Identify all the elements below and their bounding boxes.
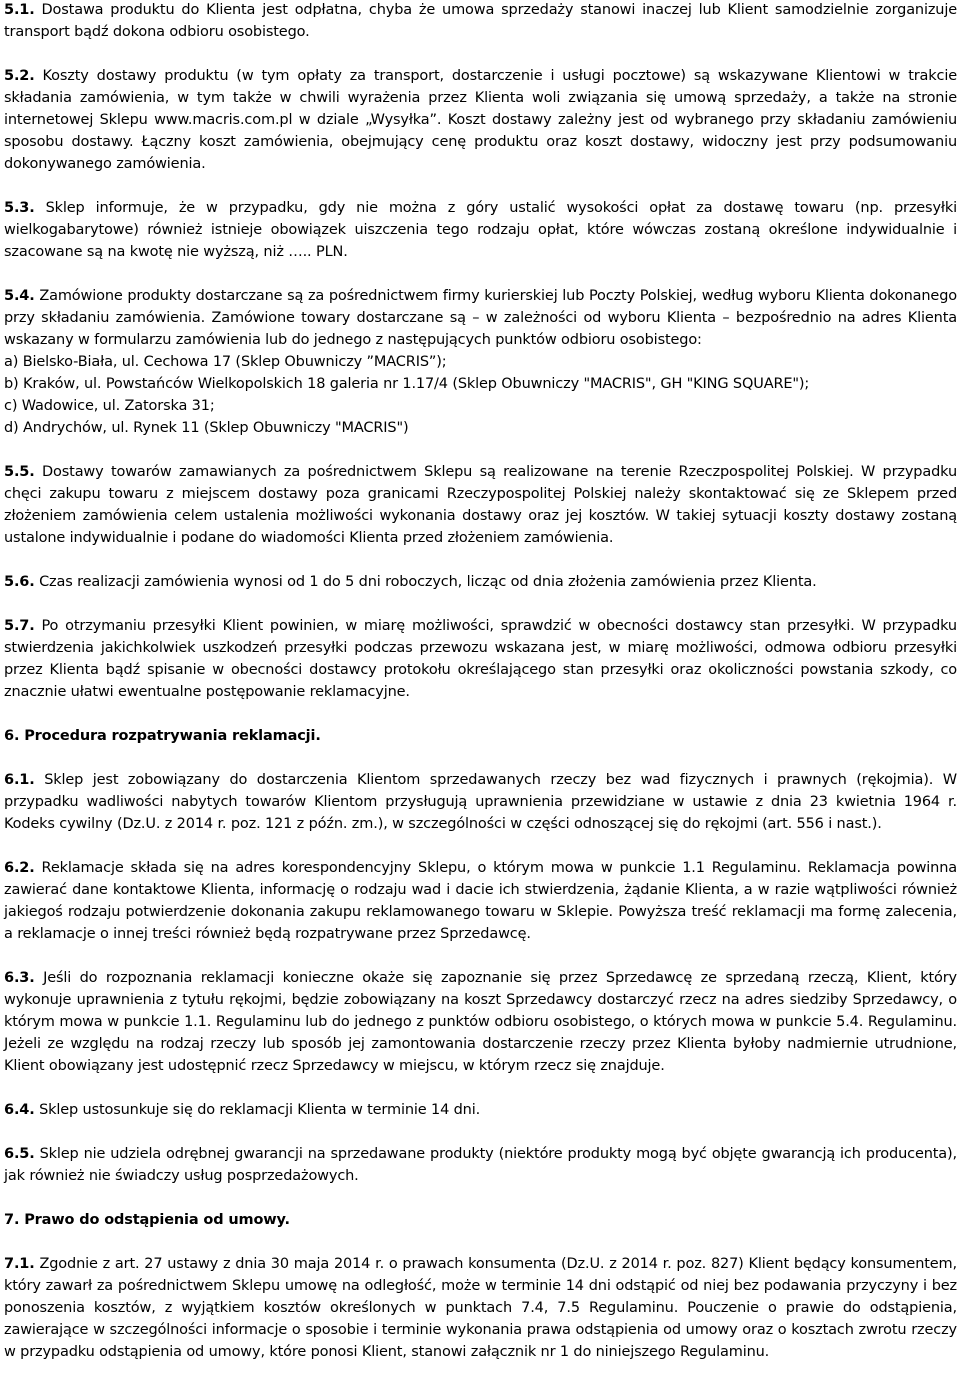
- paragraph-5-5: [4, 461, 957, 549]
- paragraph-6-2: [4, 857, 957, 945]
- paragraph-text: Sklep ustosunkuje się do reklamacji Klienta w terminie 14 dni.: [39, 1102, 481, 1118]
- paragraph-7-1: [4, 1253, 957, 1363]
- paragraph-text: Sklep jest zobowiązany do dostarczenia Klientom sprzedawanych rzeczy bez wad fizycznych i prawnych (rękojmia). W przypadku wadliwości nabytych towarów Klientom przysługują uprawnienia przewidziane w ustawie z dnia 23 kwietnia 1964 r. Kodeks cywilny (Dz.U. z 2014 r. poz. 121 z późn. zm.), w szczególności w części odnoszącej się do rękojmi (art. 556 i nast.).: [4, 772, 957, 832]
- paragraph-5-7: [4, 615, 957, 703]
- section-number: 6.3.: [4, 970, 35, 986]
- pickup-point-item: c) Wadowice, ul. Zatorska 31;: [4, 398, 215, 414]
- paragraph-5-1: [4, 0, 957, 43]
- section-number: 5.1.: [4, 2, 35, 18]
- paragraph-text: Koszty dostawy produktu (w tym opłaty za transport, dostarczenie i usługi pocztowe) są wskazywane Klientowi w trakcie składania zamówienia, w tym także w chwili wyrażenia przez Klienta woli związania się umową sprzedaży, a także na stronie internetowej Sklepu www.macris.com.pl w dziale „Wysyłka”. Koszt dostawy zależny jest od wybranego przy składaniu zamówieniu sposobu dostawy. Łączny koszt zamówienia, obejmujący cenę produktu oraz koszt dostawy, widoczny jest przy podsumowaniu dokonywanego zamówienia.: [4, 68, 957, 172]
- paragraph-5-4: [4, 285, 957, 439]
- paragraph-5-2: [4, 65, 957, 175]
- paragraph-text: Sklep informuje, że w przypadku, gdy nie można z góry ustalić wysokości opłat za dostawę towaru (np. przesyłki wielkogabarytowe) również istnieje obowiązek uiszczenia tego rodzaju opłat, które wówczas zostaną określone indywidualnie i szacowane są na kwotę nie wyższą, niż ….. PLN.: [4, 200, 957, 260]
- section-heading-7: 7. Prawo do odstąpienia od umowy.: [4, 1212, 290, 1228]
- pickup-point-item: d) Andrychów, ul. Rynek 11 (Sklep Obuwniczy "MACRIS"): [4, 420, 409, 436]
- paragraph-text: Dostawy towarów zamawianych za pośrednictwem Sklepu są realizowane na terenie Rzeczpospolitej Polskiej. W przypadku chęci zakupu towaru z miejscem dostawy poza granicami Rzeczypospolitej Polskiej należy skontaktować się ze Sklepem przed złożeniem zamówienia celem ustalenia możliwości wykonania dostawy oraz jej kosztów. W takiej sytuacji koszty dostawy zostaną ustalone indywidualnie i podane do wiadomości Klienta przed złożeniem zamówienia.: [4, 464, 957, 546]
- pickup-point-item: b) Kraków, ul. Powstańców Wielkopolskich 18 galeria nr 1.17/4 (Sklep Obuwniczy "MACRIS", GH "KING SQUARE");: [4, 376, 810, 392]
- paragraph-6-3: [4, 967, 957, 1077]
- paragraph-text: Reklamacje składa się na adres korespondencyjny Sklepu, o którym mowa w punkcie 1.1 Regulaminu. Reklamacja powinna zawierać dane kontaktowe Klienta, informację o rodzaju wad i dacie ich stwierdzenia, żądanie Klienta, a w razie wątpliwości również jakiegoś rodzaju potwierdzenie dokonania zakupu reklamowanego towaru w Sklepie. Powyższa treść reklamacji ma formę zalecenia, a reklamacje o innej treści również będą rozpatrywane przez Sprzedawcę.: [4, 860, 957, 942]
- section-number: 5.4.: [4, 288, 35, 304]
- paragraph-text: Zamówione produkty dostarczane są za pośrednictwem firmy kurierskiej lub Poczty Polskiej, według wyboru Klienta dokonanego przy składaniu zamówienia. Zamówione towary dostarczane są – w zależności od wyboru Klienta – bezpośrednio na adres Klienta wskazany w formularzu zamówienia lub do jednego z następujących punktów odbioru osobistego:: [4, 288, 957, 348]
- paragraph-6-1: [4, 769, 957, 835]
- section-number: 5.6.: [4, 574, 35, 590]
- section-number: 6.5.: [4, 1146, 35, 1162]
- paragraph-5-6: [4, 571, 957, 593]
- section-heading-6: 6. Procedura rozpatrywania reklamacji.: [4, 728, 321, 744]
- paragraph-text: Sklep nie udziela odrębnej gwarancji na sprzedawane produkty (niektóre produkty mogą być objęte gwarancją ich producenta), jak również nie świadczy usług posprzedażowych.: [4, 1146, 957, 1184]
- paragraph-text: Dostawa produktu do Klienta jest odpłatna, chyba że umowa sprzedaży stanowi inaczej lub Klient samodzielnie zorganizuje transport bądź dokona odbioru osobistego.: [4, 2, 958, 40]
- paragraph-6-5: [4, 1143, 957, 1187]
- paragraph-text: Czas realizacji zamówienia wynosi od 1 do 5 dni roboczych, licząc od dnia złożenia zamówienia przez Klienta.: [39, 574, 817, 590]
- pickup-point-item: a) Bielsko-Biała, ul. Cechowa 17 (Sklep Obuwniczy ”MACRIS”);: [4, 354, 447, 370]
- section-number: 5.2.: [4, 68, 35, 84]
- section-number: 6.1.: [4, 772, 35, 788]
- section-number: 6.2.: [4, 860, 35, 876]
- section-number: 5.7.: [4, 618, 35, 634]
- section-number: 5.5.: [4, 464, 35, 480]
- paragraph-text: Jeśli do rozpoznania reklamacji konieczne okaże się zapoznanie się przez Sprzedawcę ze sprzedaną rzeczą, Klient, który wykonuje uprawnienia z tytułu rękojmi, będzie zobowiązany na koszt Sprzedawcy dostarczyć rzecz na adres siedziby Sprzedawcy, o którym mowa w punkcie 1.1. Regulaminu lub do jednego z punktów odbioru osobistego, o których mowa w punkcie 5.4. Regulaminu. Jeżeli ze względu na rodzaj rzeczy lub sposób jej zamontowania dostarczenie rzeczy przez Klienta byłoby nadmiernie utrudnione, Klient obowiązany jest udostępnić rzecz Sprzedawcy w miejscu, w którym rzecz się znajduje.: [4, 970, 957, 1074]
- paragraph-6-4: [4, 1099, 957, 1121]
- section-number: 7.1.: [4, 1256, 35, 1272]
- section-number: 5.3.: [4, 200, 35, 216]
- paragraph-5-3: [4, 197, 957, 263]
- paragraph-text: Po otrzymaniu przesyłki Klient powinien, w miarę możliwości, sprawdzić w obecności dostawcy stan przesyłki. W przypadku stwierdzenia jakichkolwiek uszkodzeń przesyłki podczas przewozu wskazana jest, w miarę możliwości, odmowa odbioru przesyłki przez Klienta bądź spisanie w obecności dostawcy protokołu określającego stan przesyłki oraz okoliczności powstania szkody, co znacznie ułatwi ewentualne postępowanie reklamacyjne.: [4, 618, 957, 700]
- section-number: 6.4.: [4, 1102, 35, 1118]
- paragraph-text: Zgodnie z art. 27 ustawy z dnia 30 maja 2014 r. o prawach konsumenta (Dz.U. z 2014 r. poz. 827) Klient będący konsumentem, który zawarł za pośrednictwem Sklepu umowę na odległość, może w terminie 14 dni odstąpić od niej bez podawania przyczyny i bez ponoszenia kosztów, z wyjątkiem kosztów określonych w punktach 7.4, 7.5 Regulaminu. Pouczenie o prawie do odstąpienia, zawierające w szczególności informacje o sposobie i terminie wykonania prawa odstąpienia od umowy oraz o kosztach zwrotu rzeczy w przypadku odstąpienia od umowy, które ponosi Klient, stanowi załącznik nr 1 do niniejszego Regulaminu.: [4, 1256, 957, 1360]
